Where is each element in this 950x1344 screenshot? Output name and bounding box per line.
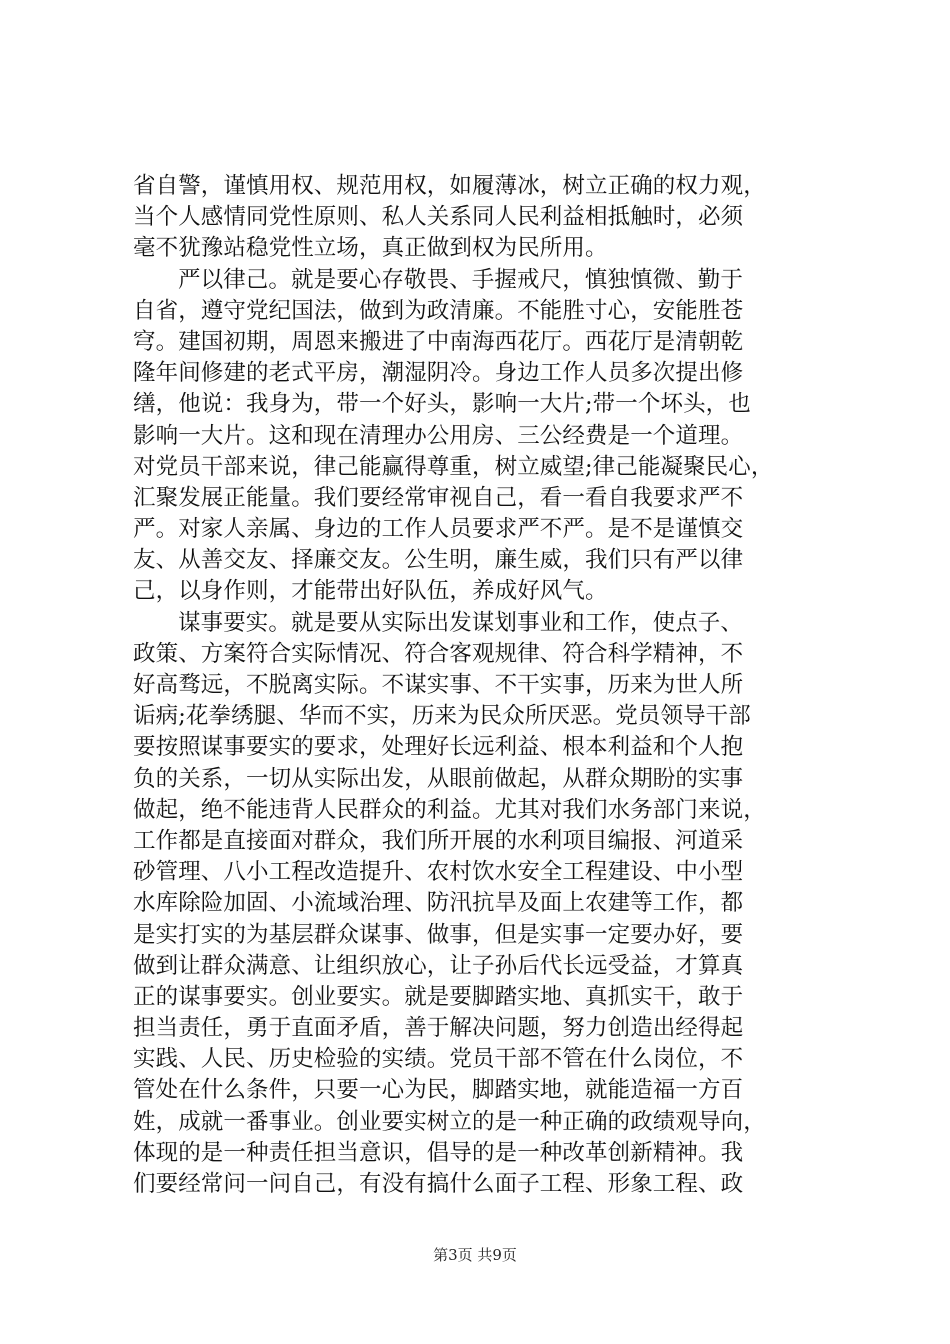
paragraph-start-line: 谋事要实。就是要从实际出发谋划事业和工作，使点子、 [178,609,744,636]
text-line: 隆年间修建的老式平房，潮湿阴冷。身边工作人员多次提出修 [133,360,744,387]
text-line: 做起，绝不能违背人民群众的利益。尤其对我们水务部门来说， [133,796,766,823]
text-line: 担当责任，勇于直面矛盾，善于解决问题，努力创造出经得起 [133,1015,744,1042]
text-line: 政策、方案符合实际情况、符合客观规律、符合科学精神，不 [133,640,744,667]
text-line: 对党员干部来说，律己能赢得尊重，树立威望;律己能凝聚民心， [133,453,774,480]
text-line: 毫不犹豫站稳党性立场，真正做到权为民所用。 [133,235,608,262]
text-line: 实践、人民、历史检验的实绩。党员干部不管在什么岗位，不 [133,1046,744,1073]
text-line: 体现的是一种责任担当意识，倡导的是一种改革创新精神。我 [133,1139,744,1166]
text-line: 友、从善交友、择廉交友。公生明，廉生威，我们只有严以律 [133,547,744,574]
text-line: 是实打实的为基层群众谋事、做事，但是实事一定要办好，要 [133,921,744,948]
text-line: 管处在什么条件，只要一心为民，脚踏实地，就能造福一方百 [133,1077,744,1104]
text-line: 工作都是直接面对群众，我们所开展的水利项目编报、河道采 [133,827,744,854]
text-line: 当个人感情同党性原则、私人关系同人民利益相抵触时，必须 [133,204,744,231]
text-line: 省自警，谨慎用权、规范用权，如履薄冰，树立正确的权力观， [133,173,766,199]
text-line: 要按照谋事要实的要求，处理好长远利益、根本利益和个人抱 [133,734,744,761]
text-line: 汇聚发展正能量。我们要经常审视自己，看一看自我要求严不 [133,484,744,511]
page-number-label: 第3页 共9页 [433,1246,517,1264]
paragraph-start-line: 严以律己。就是要心存敬畏、手握戒尺，慎独慎微、勤于 [178,266,744,293]
text-line: 缮，他说：我身为，带一个好头，影响一大片;带一个坏头，也 [133,391,751,418]
text-line: 诟病;花拳绣腿、华而不实，历来为民众所厌恶。党员领导干部 [133,703,751,730]
text-line: 己，以身作则，才能带出好队伍，养成好风气。 [133,578,608,605]
text-line: 姓，成就一番事业。创业要实树立的是一种正确的政绩观导向， [133,1108,766,1135]
page-footer [0,1244,950,1265]
text-line: 水库除险加固、小流域治理、防汛抗旱及面上农建等工作，都 [133,890,744,917]
text-line: 严。对家人亲属、身边的工作人员要求严不严。是不是谨慎交 [133,516,744,543]
text-line: 们要经常问一问自己，有没有搞什么面子工程、形象工程、政 [133,1171,744,1197]
text-line: 穹。建国初期，周恩来搬进了中南海西花厅。西花厅是清朝乾 [133,328,744,355]
text-line: 正的谋事要实。创业要实。就是要脚踏实地、真抓实干，敢于 [133,983,744,1010]
body-text [133,171,833,1200]
text-line: 好高骛远，不脱离实际。不谋实事、不干实事，历来为世人所 [133,672,744,698]
text-line: 影响一大片。这和现在清理办公用房、三公经费是一个道理。 [133,422,744,449]
text-line: 砂管理、八小工程改造提升、农村饮水安全工程建设、中小型 [133,859,744,886]
text-line: 负的关系，一切从实际出发，从眼前做起，从群众期盼的实事 [133,765,744,792]
text-line: 自省，遵守党纪国法，做到为政清廉。不能胜寸心，安能胜苍 [133,297,744,324]
text-line: 做到让群众满意、让组织放心，让子孙后代长远受益，才算真 [133,952,744,979]
